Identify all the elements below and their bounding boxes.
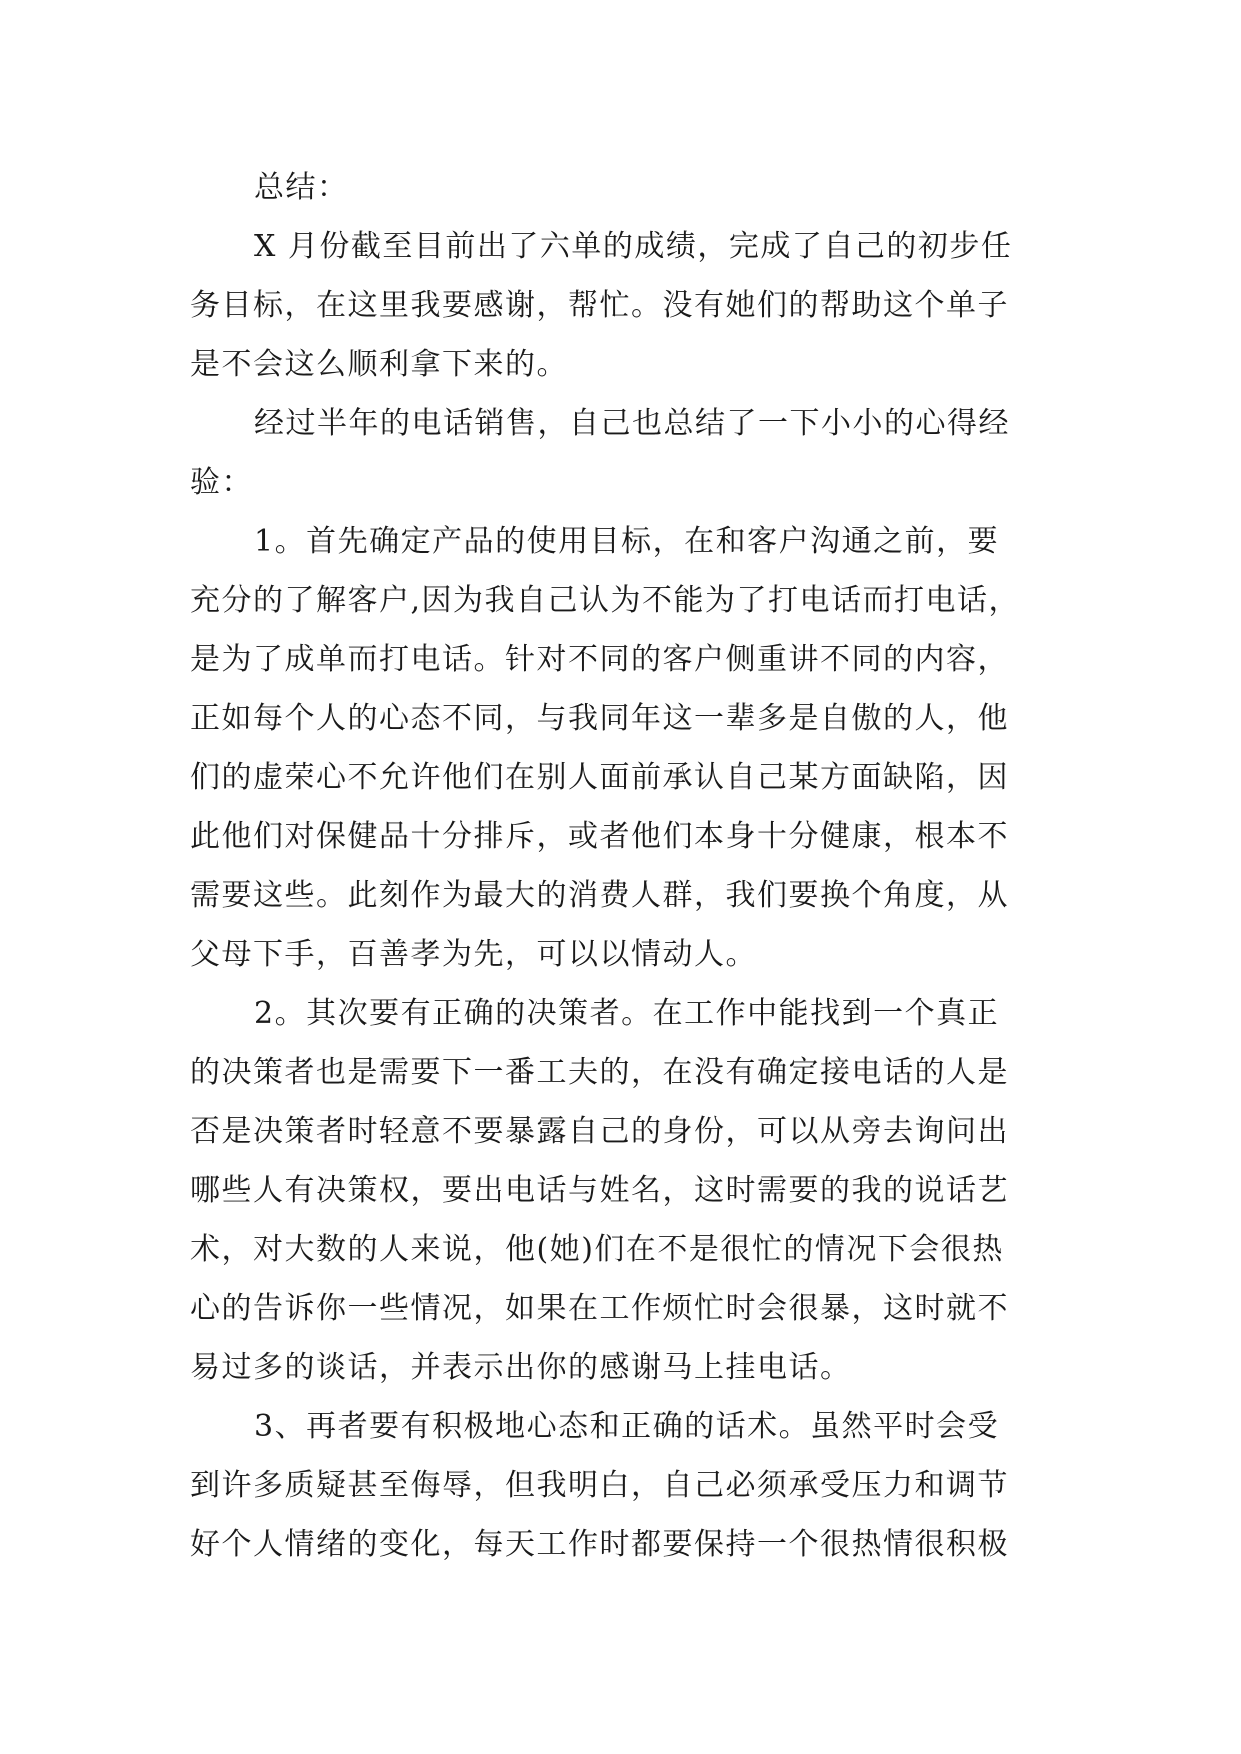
paragraph-line: 们的虚荣心不允许他们在别人面前承认自己某方面缺陷，因 <box>190 760 1009 795</box>
paragraph-1 <box>190 217 1052 394</box>
paragraph-line: 心的告诉你一些情况，如果在工作烦忙时会很暴，这时就不 <box>190 1291 1009 1326</box>
paragraph-line: 需要这些。此刻作为最大的消费人群，我们要换个角度，从 <box>190 878 1009 913</box>
paragraph-line: 的决策者也是需要下一番工夫的，在没有确定接电话的人是 <box>190 1055 1009 1090</box>
paragraph-line: X 月份截至目前出了六单的成绩，完成了自己的初步任 <box>254 229 1013 264</box>
paragraph-line: 是不会这么顺利拿下来的。 <box>190 347 568 382</box>
paragraph-line: 术，对大数的人来说，他(她)们在不是很忙的情况下会很热 <box>190 1232 1004 1267</box>
paragraph-line: 1。首先确定产品的使用目标，在和客户沟通之前，要 <box>254 524 1000 559</box>
paragraph-line: 3、再者要有积极地心态和正确的话术。虽然平时会受 <box>254 1409 1000 1444</box>
paragraph-5 <box>190 1397 1052 1574</box>
paragraph-line: 否是决策者时轻意不要暴露自己的身份，可以从旁去询问出 <box>190 1114 1009 1149</box>
paragraph-4 <box>190 984 1052 1397</box>
paragraph-line: 验： <box>190 465 253 500</box>
paragraph-line: 父母下手，百善孝为先，可以以情动人。 <box>190 937 757 972</box>
paragraph-line: 正如每个人的心态不同，与我同年这一辈多是自傲的人，他 <box>190 701 1009 736</box>
paragraph-line: 此他们对保健品十分排斥，或者他们本身十分健康，根本不 <box>190 819 1009 854</box>
paragraph-line: 易过多的谈话，并表示出你的感谢马上挂电话。 <box>190 1350 852 1385</box>
paragraph-line: 经过半年的电话销售，自己也总结了一下小小的心得经 <box>254 406 1010 441</box>
paragraph-3 <box>190 512 1052 984</box>
paragraph-line: 2。其次要有正确的决策者。在工作中能找到一个真正 <box>254 996 1000 1031</box>
paragraph-line: 是为了成单而打电话。针对不同的客户侧重讲不同的内容， <box>190 642 1009 677</box>
paragraph-2 <box>190 394 1052 512</box>
paragraph-line: 到许多质疑甚至侮辱，但我明白，自己必须承受压力和调节 <box>190 1468 1009 1503</box>
document-body <box>190 158 1052 1574</box>
paragraph-line: 务目标，在这里我要感谢，帮忙。没有她们的帮助这个单子 <box>190 288 1009 323</box>
summary-heading: 总结： <box>254 170 349 205</box>
paragraph-line: 哪些人有决策权，要出电话与姓名，这时需要的我的说话艺 <box>190 1173 1009 1208</box>
paragraph-line: 好个人情绪的变化，每天工作时都要保持一个很热情很积极 <box>190 1527 1009 1562</box>
paragraph-line: 充分的了解客户,因为我自己认为不能为了打电话而打电话， <box>190 583 1021 618</box>
